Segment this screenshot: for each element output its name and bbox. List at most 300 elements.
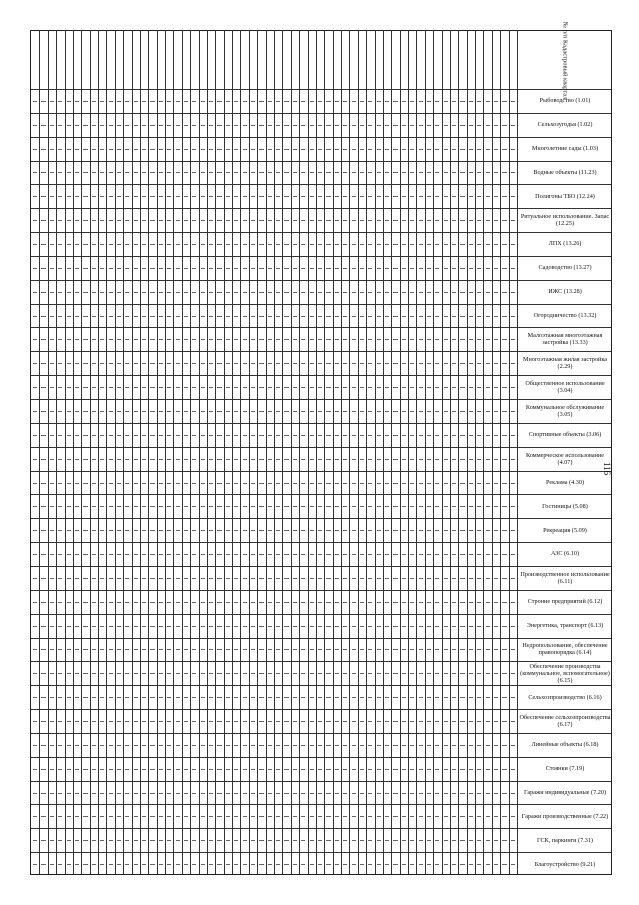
empty-cell-dash [318, 244, 322, 245]
empty-cell-dash [276, 268, 280, 269]
empty-cell-dash [217, 673, 221, 674]
empty-cell-dash [276, 339, 280, 340]
empty-cell-dash [377, 125, 381, 126]
empty-cell-dash [100, 125, 104, 126]
empty-cell-dash [226, 387, 230, 388]
empty-cell-dash [109, 745, 113, 746]
empty-cell-dash [201, 721, 205, 722]
empty-cell-dash [427, 673, 431, 674]
empty-cell-dash [410, 793, 414, 794]
grid-column-line [333, 31, 334, 874]
empty-cell-dash [276, 602, 280, 603]
empty-cell-dash [502, 673, 506, 674]
empty-cell-dash [452, 578, 456, 579]
empty-cell-dash [184, 459, 188, 460]
empty-cell-dash [75, 363, 79, 364]
empty-cell-dash [167, 292, 171, 293]
empty-cell-dash [109, 339, 113, 340]
empty-cell-dash [201, 149, 205, 150]
empty-cell-dash [318, 172, 322, 173]
empty-cell-dash [41, 339, 45, 340]
empty-cell-dash [494, 125, 498, 126]
grid-column-line [266, 31, 267, 874]
empty-cell-dash [176, 459, 180, 460]
empty-cell-dash [192, 220, 196, 221]
empty-cell-dash [33, 411, 37, 412]
empty-cell-dash [460, 268, 464, 269]
empty-cell-dash [326, 864, 330, 865]
empty-cell-dash [352, 864, 356, 865]
empty-cell-dash [393, 339, 397, 340]
empty-cell-dash [427, 793, 431, 794]
empty-cell-dash [176, 411, 180, 412]
empty-cell-dash [201, 125, 205, 126]
empty-cell-dash [268, 840, 272, 841]
empty-cell-dash [259, 816, 263, 817]
empty-cell-dash [427, 602, 431, 603]
empty-cell-dash [125, 125, 129, 126]
empty-cell-dash [452, 411, 456, 412]
empty-cell-dash [117, 578, 121, 579]
empty-cell-dash [33, 196, 37, 197]
empty-cell-dash [159, 435, 163, 436]
empty-cell-dash [343, 459, 347, 460]
empty-cell-dash [58, 172, 62, 173]
empty-cell-dash [360, 697, 364, 698]
empty-cell-dash [41, 483, 45, 484]
empty-cell-dash [251, 721, 255, 722]
empty-cell-dash [226, 626, 230, 627]
empty-cell-dash [326, 459, 330, 460]
empty-cell-dash [444, 316, 448, 317]
empty-cell-dash [486, 602, 490, 603]
empty-cell-dash [435, 292, 439, 293]
empty-cell-dash [393, 172, 397, 173]
empty-cell-dash [435, 268, 439, 269]
empty-cell-dash [243, 411, 247, 412]
empty-cell-dash [276, 244, 280, 245]
empty-cell-dash [209, 602, 213, 603]
empty-cell-dash [100, 316, 104, 317]
empty-cell-dash [494, 363, 498, 364]
empty-cell-dash [217, 387, 221, 388]
empty-cell-dash [377, 411, 381, 412]
empty-cell-dash [494, 220, 498, 221]
empty-cell-dash [167, 769, 171, 770]
empty-cell-dash [75, 268, 79, 269]
empty-cell-dash [58, 864, 62, 865]
empty-cell-dash [259, 125, 263, 126]
empty-cell-dash [75, 411, 79, 412]
empty-cell-dash [284, 602, 288, 603]
empty-cell-dash [301, 339, 305, 340]
empty-cell-dash [326, 435, 330, 436]
empty-cell-dash [176, 149, 180, 150]
empty-cell-dash [494, 769, 498, 770]
empty-cell-dash [435, 816, 439, 817]
empty-cell-dash [234, 101, 238, 102]
empty-cell-dash [377, 339, 381, 340]
empty-cell-dash [234, 268, 238, 269]
empty-cell-dash [201, 387, 205, 388]
empty-cell-dash [41, 363, 45, 364]
empty-cell-dash [58, 125, 62, 126]
empty-cell-dash [125, 793, 129, 794]
empty-cell-dash [100, 697, 104, 698]
empty-cell-dash [360, 387, 364, 388]
empty-cell-dash [192, 745, 196, 746]
empty-cell-dash [100, 769, 104, 770]
empty-cell-dash [284, 626, 288, 627]
empty-cell-dash [109, 840, 113, 841]
empty-cell-dash [134, 840, 138, 841]
empty-cell-dash [109, 697, 113, 698]
empty-cell-dash [134, 411, 138, 412]
empty-cell-dash [293, 864, 297, 865]
empty-cell-dash [293, 363, 297, 364]
empty-cell-dash [33, 268, 37, 269]
empty-cell-dash [444, 793, 448, 794]
grid-column-line [199, 31, 200, 874]
empty-cell-dash [217, 721, 221, 722]
empty-cell-dash [343, 149, 347, 150]
empty-cell-dash [360, 626, 364, 627]
empty-cell-dash [360, 172, 364, 173]
empty-cell-dash [83, 172, 87, 173]
empty-cell-dash [360, 673, 364, 674]
empty-cell-dash [393, 697, 397, 698]
empty-cell-dash [41, 220, 45, 221]
empty-cell-dash [33, 292, 37, 293]
empty-cell-dash [494, 649, 498, 650]
empty-cell-dash [268, 435, 272, 436]
empty-cell-dash [58, 101, 62, 102]
empty-cell-dash [117, 101, 121, 102]
empty-cell-dash [234, 864, 238, 865]
empty-cell-dash [410, 435, 414, 436]
empty-cell-dash [402, 530, 406, 531]
empty-cell-dash [41, 459, 45, 460]
empty-cell-dash [67, 268, 71, 269]
empty-cell-dash [243, 649, 247, 650]
row-label: Энергетика, транспорт (6.13) [526, 622, 604, 630]
empty-cell-dash [134, 483, 138, 484]
empty-cell-dash [117, 292, 121, 293]
empty-cell-dash [301, 316, 305, 317]
empty-cell-dash [460, 220, 464, 221]
empty-cell-dash [92, 530, 96, 531]
empty-cell-dash [125, 506, 129, 507]
empty-cell-dash [125, 101, 129, 102]
empty-cell-dash [41, 578, 45, 579]
empty-cell-dash [368, 363, 372, 364]
empty-cell-dash [343, 673, 347, 674]
empty-cell-dash [419, 745, 423, 746]
empty-cell-dash [50, 745, 54, 746]
empty-cell-dash [301, 196, 305, 197]
empty-cell-dash [209, 649, 213, 650]
empty-cell-dash [352, 316, 356, 317]
empty-cell-dash [100, 172, 104, 173]
empty-cell-dash [427, 459, 431, 460]
empty-cell-dash [469, 530, 473, 531]
empty-cell-dash [268, 459, 272, 460]
empty-cell-dash [460, 411, 464, 412]
empty-cell-dash [142, 363, 146, 364]
empty-cell-dash [435, 745, 439, 746]
empty-cell-dash [452, 864, 456, 865]
empty-cell-dash [217, 554, 221, 555]
empty-cell-dash [486, 459, 490, 460]
empty-cell-dash [75, 697, 79, 698]
empty-cell-dash [58, 578, 62, 579]
empty-cell-dash [259, 530, 263, 531]
empty-cell-dash [100, 196, 104, 197]
empty-cell-dash [226, 316, 230, 317]
grid-column-line [224, 31, 225, 874]
page-number: 116 [602, 462, 612, 476]
empty-cell-dash [511, 268, 515, 269]
empty-cell-dash [109, 626, 113, 627]
empty-cell-dash [192, 316, 196, 317]
empty-cell-dash [159, 387, 163, 388]
empty-cell-dash [217, 220, 221, 221]
empty-cell-dash [109, 172, 113, 173]
empty-cell-dash [159, 292, 163, 293]
empty-cell-dash [477, 745, 481, 746]
empty-cell-dash [201, 793, 205, 794]
empty-cell-dash [360, 793, 364, 794]
empty-cell-dash [125, 530, 129, 531]
grid-column-line [115, 31, 116, 874]
empty-cell-dash [92, 363, 96, 364]
empty-cell-dash [259, 649, 263, 650]
empty-cell-dash [251, 626, 255, 627]
empty-cell-dash [377, 602, 381, 603]
empty-cell-dash [360, 554, 364, 555]
empty-cell-dash [276, 149, 280, 150]
empty-cell-dash [293, 649, 297, 650]
empty-cell-dash [410, 125, 414, 126]
empty-cell-dash [452, 244, 456, 245]
empty-cell-dash [293, 530, 297, 531]
empty-cell-dash [176, 292, 180, 293]
empty-cell-dash [393, 721, 397, 722]
empty-cell-dash [117, 125, 121, 126]
empty-cell-dash [184, 268, 188, 269]
empty-cell-dash [469, 101, 473, 102]
empty-cell-dash [326, 816, 330, 817]
empty-cell-dash [360, 411, 364, 412]
empty-cell-dash [109, 506, 113, 507]
empty-cell-dash [259, 220, 263, 221]
empty-cell-dash [117, 316, 121, 317]
table-header-number [517, 21, 613, 99]
empty-cell-dash [427, 149, 431, 150]
empty-cell-dash [452, 554, 456, 555]
empty-cell-dash [159, 626, 163, 627]
empty-cell-dash [125, 172, 129, 173]
empty-cell-dash [360, 769, 364, 770]
empty-cell-dash [393, 459, 397, 460]
empty-cell-dash [452, 125, 456, 126]
empty-cell-dash [427, 745, 431, 746]
empty-cell-dash [142, 697, 146, 698]
empty-cell-dash [318, 196, 322, 197]
empty-cell-dash [209, 793, 213, 794]
empty-cell-dash [83, 459, 87, 460]
empty-cell-dash [343, 316, 347, 317]
empty-cell-dash [486, 292, 490, 293]
empty-cell-dash [452, 363, 456, 364]
empty-cell-dash [452, 793, 456, 794]
empty-cell-dash [259, 745, 263, 746]
empty-cell-dash [360, 483, 364, 484]
empty-cell-dash [134, 339, 138, 340]
empty-cell-dash [159, 220, 163, 221]
empty-cell-dash [226, 125, 230, 126]
empty-cell-dash [234, 149, 238, 150]
empty-cell-dash [385, 149, 389, 150]
empty-cell-dash [377, 673, 381, 674]
empty-cell-dash [83, 673, 87, 674]
empty-cell-dash [50, 840, 54, 841]
empty-cell-dash [343, 196, 347, 197]
empty-cell-dash [67, 292, 71, 293]
empty-cell-dash [159, 172, 163, 173]
empty-cell-dash [150, 268, 154, 269]
empty-cell-dash [368, 745, 372, 746]
empty-cell-dash [276, 101, 280, 102]
empty-cell-dash [259, 769, 263, 770]
empty-cell-dash [83, 125, 87, 126]
empty-cell-dash [268, 149, 272, 150]
empty-cell-dash [58, 149, 62, 150]
empty-cell-dash [100, 864, 104, 865]
empty-cell-dash [301, 125, 305, 126]
empty-cell-dash [41, 793, 45, 794]
empty-cell-dash [410, 769, 414, 770]
empty-cell-dash [251, 697, 255, 698]
empty-cell-dash [385, 196, 389, 197]
empty-cell-dash [310, 363, 314, 364]
empty-cell-dash [494, 101, 498, 102]
empty-cell-dash [201, 268, 205, 269]
empty-cell-dash [284, 268, 288, 269]
empty-cell-dash [352, 769, 356, 770]
empty-cell-dash [67, 101, 71, 102]
empty-cell-dash [326, 149, 330, 150]
empty-cell-dash [251, 864, 255, 865]
empty-cell-dash [393, 745, 397, 746]
empty-cell-dash [284, 554, 288, 555]
empty-cell-dash [41, 769, 45, 770]
empty-cell-dash [41, 387, 45, 388]
empty-cell-dash [83, 769, 87, 770]
empty-cell-dash [209, 459, 213, 460]
empty-cell-dash [243, 220, 247, 221]
empty-cell-dash [251, 673, 255, 674]
empty-cell-dash [50, 149, 54, 150]
empty-cell-dash [243, 864, 247, 865]
empty-cell-dash [100, 673, 104, 674]
empty-cell-dash [360, 149, 364, 150]
empty-cell-dash [444, 649, 448, 650]
empty-cell-dash [109, 435, 113, 436]
empty-cell-dash [511, 220, 515, 221]
empty-cell-dash [217, 101, 221, 102]
empty-cell-dash [67, 697, 71, 698]
empty-cell-dash [67, 578, 71, 579]
empty-cell-dash [477, 864, 481, 865]
empty-cell-dash [201, 745, 205, 746]
empty-cell-dash [427, 840, 431, 841]
empty-cell-dash [419, 673, 423, 674]
empty-cell-dash [452, 649, 456, 650]
row-label: Реклама (4.30) [545, 478, 585, 486]
row-label: Строние предприятий (6.12) [527, 598, 603, 606]
empty-cell-dash [58, 530, 62, 531]
empty-cell-dash [251, 411, 255, 412]
empty-cell-dash [234, 697, 238, 698]
empty-cell-dash [477, 125, 481, 126]
empty-cell-dash [150, 506, 154, 507]
empty-cell-dash [326, 745, 330, 746]
empty-cell-dash [117, 721, 121, 722]
empty-cell-dash [352, 220, 356, 221]
empty-cell-dash [217, 697, 221, 698]
empty-cell-dash [142, 339, 146, 340]
grid-column-line [500, 31, 501, 874]
empty-cell-dash [134, 435, 138, 436]
empty-cell-dash [469, 244, 473, 245]
grid-column-line [291, 31, 292, 874]
empty-cell-dash [393, 816, 397, 817]
empty-cell-dash [109, 387, 113, 388]
empty-cell-dash [251, 769, 255, 770]
empty-cell-dash [92, 697, 96, 698]
empty-cell-dash [192, 363, 196, 364]
empty-cell-dash [502, 220, 506, 221]
empty-cell-dash [452, 149, 456, 150]
empty-cell-dash [226, 435, 230, 436]
empty-cell-dash [217, 316, 221, 317]
empty-cell-dash [343, 554, 347, 555]
grid-column-line [73, 31, 74, 874]
empty-cell-dash [402, 387, 406, 388]
empty-cell-dash [259, 840, 263, 841]
empty-cell-dash [176, 101, 180, 102]
empty-cell-dash [50, 268, 54, 269]
empty-cell-dash [460, 793, 464, 794]
empty-cell-dash [142, 411, 146, 412]
empty-cell-dash [243, 149, 247, 150]
empty-cell-dash [117, 149, 121, 150]
empty-cell-dash [33, 125, 37, 126]
empty-cell-dash [410, 745, 414, 746]
empty-cell-dash [301, 363, 305, 364]
empty-cell-dash [276, 721, 280, 722]
empty-cell-dash [419, 149, 423, 150]
empty-cell-dash [276, 530, 280, 531]
empty-cell-dash [310, 339, 314, 340]
empty-cell-dash [125, 196, 129, 197]
empty-cell-dash [92, 721, 96, 722]
empty-cell-dash [410, 506, 414, 507]
empty-cell-dash [184, 530, 188, 531]
empty-cell-dash [226, 578, 230, 579]
empty-cell-dash [393, 387, 397, 388]
